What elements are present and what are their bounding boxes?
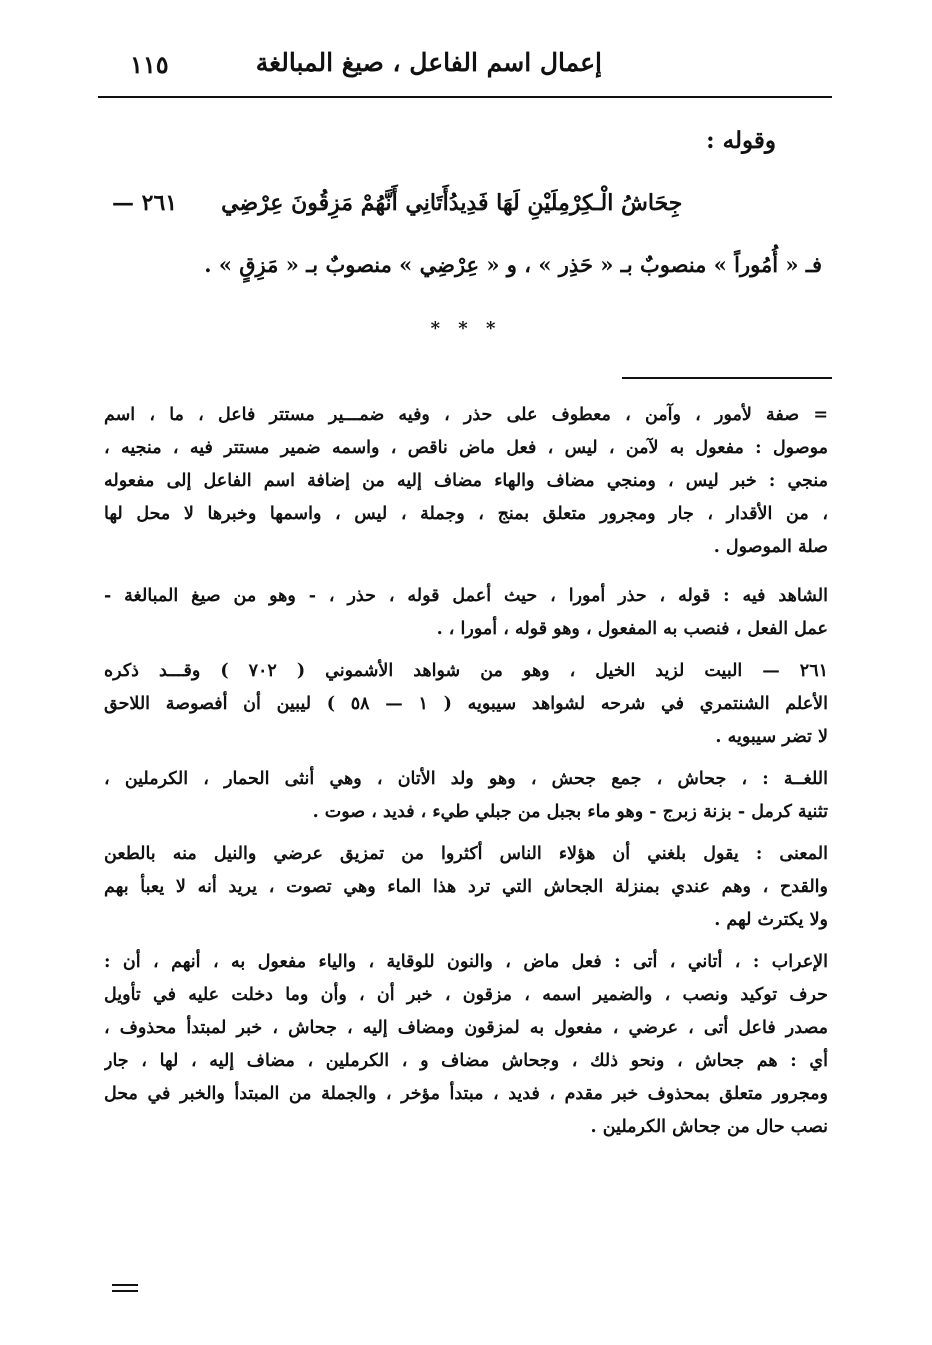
footnote-line: ومجرور متعلق بمحذوف خبر مقدم ، فديد ، مبتدأ مؤخر ، والجملة من المبتدأ والخبر في محل (104, 1084, 828, 1104)
footnote-line: أي : هم جحاش ، ونحو ذلك ، وجحاش مضاف و ، الكرملين ، مضاف إليه ، لها ، جار (104, 1051, 828, 1071)
footnote-separator (622, 377, 832, 379)
footnote-block (104, 838, 828, 937)
footnote-line: = صفة لأمور ، وآمن ، معطوف على حذر ، وفيه ضمـــير مستتر فاعل ، ما ، اسم (104, 405, 828, 425)
footnote-line: ٢٦١ — البيت لزيد الخيل ، وهو من شواهد الأشموني ( ٧٠٢ ) وقـــد ذكره (104, 661, 828, 681)
footnotes (104, 399, 828, 1144)
footnote-line: لا تضر سيبويه . (715, 727, 828, 747)
intro-line: وقوله : (706, 127, 776, 154)
verse-explanation: فـ « أُمُوراً » منصوبٌ بـ « حَذِر » ، و « عِرْضِي » منصوبٌ بـ « مَزِقٍ » . (204, 252, 822, 277)
verse-number: ٢٦١ — (112, 190, 178, 216)
section-ornament: * * * (430, 318, 502, 339)
footnote-line: حرف توكيد ونصب ، والضمير اسمه ، مزقون ، خبر أن ، وأن وما دخلت عليه في تأويل (104, 985, 828, 1005)
verse-second-hemistich: جِحَاشُ الْـكِرْمِلَيْنِ لَهَا فَدِيدُ (448, 190, 683, 216)
spacer (104, 829, 828, 838)
verse-first-hemistich: أَتَانِي أَنَّهُمْ مَزِقُونَ عِرْضِي (221, 190, 449, 216)
spacer (104, 937, 828, 946)
footnote-line: موصول : مفعول به لآمن ، ليس ، فعل ماض ناقص ، واسمه ضمير مستتر فيه ، منجيه ، (104, 438, 828, 458)
footnote-block (104, 580, 828, 646)
footnote-line: نصب حال من جحاش الكرملين . (590, 1117, 828, 1137)
page-header (98, 40, 832, 98)
footnote-line: الشاهد فيه : قوله ، حذر أمورا ، حيث أعمل قوله ، حذر ، - وهو من صيغ المبالغة - (104, 586, 828, 606)
footnote-block (104, 946, 828, 1144)
spacer (104, 754, 828, 763)
footnote-line: منجي : خبر ليس ، ومنجي مضاف والهاء مضاف إليه من إضافة اسم الفاعل إلى مفعوله (104, 471, 828, 491)
footnote-line: صلة الموصول . (713, 537, 828, 557)
spacer (104, 646, 828, 655)
spacer (104, 564, 828, 580)
footnote-line: اللغــة : ، جحاش ، جمع جحش ، وهو ولد الأتان ، وهي أنثى الحمار ، الكرملين ، (104, 769, 828, 789)
running-title: إعمال اسم الفاعل ، صيغ المبالغة (255, 48, 602, 77)
footnote-line: ولا يكترث لهم . (714, 910, 828, 930)
footnote-line: ، من الأقدار ، جار ومجرور متعلق بمنج ، وجملة ، ليس ، واسمها وخبرها لا محل لها (104, 504, 828, 524)
verse-261 (102, 183, 822, 223)
footnote-line: مصدر فاعل أتى ، عرضي ، مفعول به لمزقون ومضاف إليه ، جحاش ، خبر لمبتدأ محذوف ، (104, 1018, 828, 1038)
footnote-line: عمل الفعل ، فنصب به المفعول ، وهو قوله ، أمورا ، . (436, 619, 828, 639)
footnote-line: الأعلم الشنتمري في شرحه لشواهد سيبويه ( ١ — ٥٨ ) ليبين أن أفصوصة اللاحق (104, 694, 828, 714)
continuation-mark (112, 1284, 138, 1294)
footnote-block (104, 399, 828, 564)
footnote-block (104, 655, 828, 754)
footnote-line: تثنية كرمل - بزنة زبرج - وهو ماء بجبل من جبلي طيء ، فديد ، صوت . (312, 802, 828, 822)
footnote-line: والقدح ، وهم عندي بمنزلة الجحاش التي ترد هذا الماء وهي تصوت ، يريد أنه لا يعبأ بهم (104, 877, 828, 897)
footnote-block (104, 763, 828, 829)
page-number: ١١٥ (130, 50, 169, 79)
footnote-line: الإعراب : ، أتاني ، أتى : فعل ماض ، والنون للوقاية ، والياء مفعول به ، أنهم ، أن : (104, 952, 828, 972)
footnote-line: المعنى : يقول بلغني أن هؤلاء الناس أكثروا من تمزيق عرضي والنيل منه بالطعن (104, 844, 828, 864)
